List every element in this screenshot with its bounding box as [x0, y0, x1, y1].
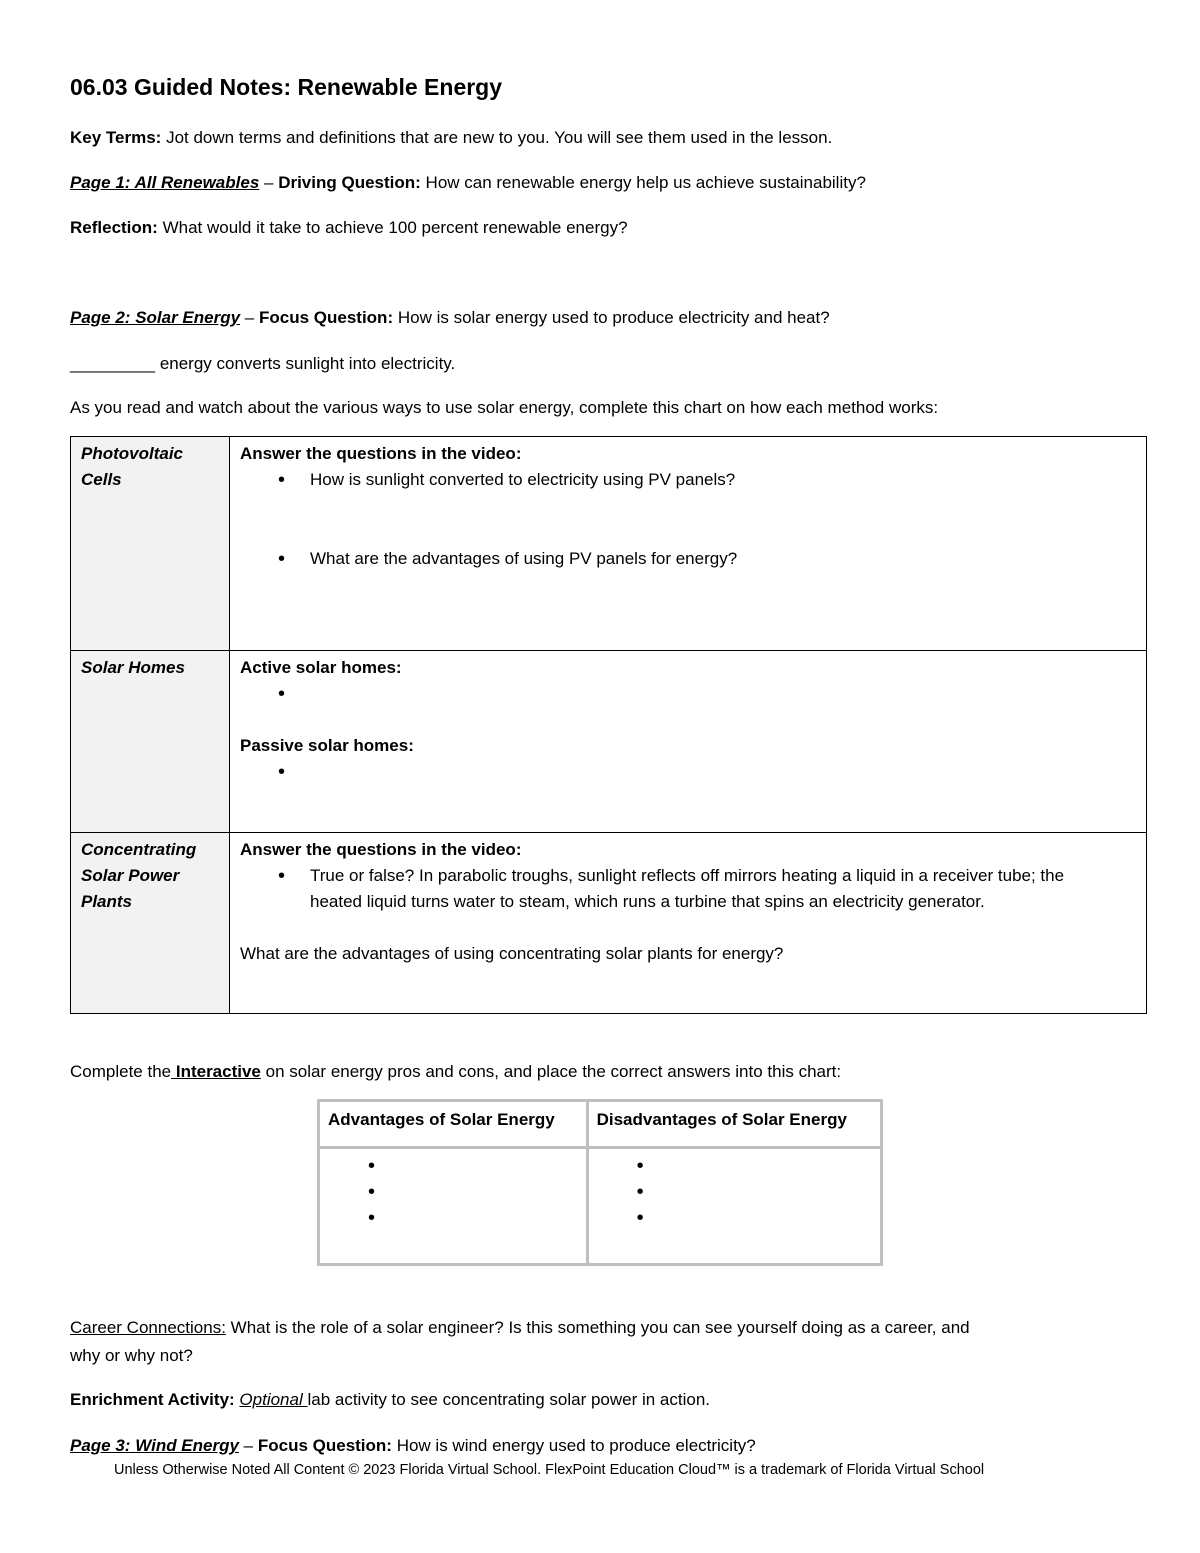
csp-header: Answer the questions in the video:	[240, 840, 522, 859]
disadvantages-cell[interactable]	[587, 1148, 881, 1265]
disadvantages-list	[597, 1155, 872, 1233]
csp-question-list	[240, 863, 1136, 915]
reflection-text: What would it take to achieve 100 percent renewable energy?	[157, 218, 628, 237]
page3-heading: Page 3: Wind Energy	[70, 1436, 239, 1455]
disadvantage-bullet[interactable]	[645, 1181, 872, 1207]
page2-line	[70, 306, 830, 330]
active-homes-label: Active solar homes:	[240, 658, 402, 677]
homes-answer-cell[interactable]	[230, 651, 1147, 833]
csp-label-line2: Solar Power	[81, 866, 180, 885]
page1-dash: –	[259, 173, 279, 192]
pv-answer-cell[interactable]	[230, 437, 1147, 651]
pros-cons-answer-row	[319, 1148, 882, 1265]
page3-question-label: Focus Question:	[257, 1436, 392, 1455]
enrichment-line	[70, 1388, 710, 1412]
page1-question: How can renewable energy help us achieve sustainability?	[420, 173, 866, 192]
chart-intro: As you read and watch about the various ways to use solar energy, complete this chart on how each method works:	[70, 398, 939, 417]
page2-dash: –	[240, 308, 259, 327]
page2-question: How is solar energy used to produce electricity and heat?	[393, 308, 830, 327]
page2-heading: Page 2: Solar Energy	[70, 308, 241, 327]
disadvantage-bullet[interactable]	[645, 1207, 872, 1233]
table-row-csp	[71, 833, 1147, 1014]
career-label: Career Connections:	[70, 1318, 226, 1337]
pv-question-list	[240, 467, 1136, 572]
enrichment-text: lab activity to see concentrating solar power in action.	[307, 1390, 711, 1409]
page2-question-label: Focus Question:	[258, 308, 394, 327]
enrichment-optional-link[interactable]: Optional	[239, 1390, 308, 1409]
table-row-homes	[71, 651, 1147, 833]
page3-line	[70, 1434, 756, 1458]
pv-question-1: • How is sunlight converted to electricity using PV panels?	[310, 467, 1136, 493]
career-line-2: why or why not?	[70, 1346, 193, 1365]
reflection-label: Reflection:	[70, 218, 158, 237]
footer-copyright: Unless Otherwise Noted All Content © 2023 Florida Virtual School. FlexPoint Education Cloud™ is a trademark of Florida Virtual School	[114, 1462, 985, 1478]
table-row-pv	[71, 437, 1147, 651]
interactive-suffix: on solar energy pros and cons, and place the correct answers into this chart:	[260, 1062, 842, 1081]
page3-question: How is wind energy used to produce electricity?	[391, 1436, 756, 1455]
advantages-cell[interactable]	[319, 1148, 588, 1265]
passive-homes-bullet[interactable]	[310, 759, 1136, 785]
passive-homes-label: Passive solar homes:	[240, 736, 414, 755]
key-terms-label: Key Terms:	[70, 128, 162, 147]
homes-label: Solar Homes	[81, 658, 185, 677]
advantages-header: Advantages of Solar Energy	[319, 1101, 588, 1148]
interactive-prefix: Complete the	[70, 1062, 172, 1081]
pros-cons-table	[317, 1099, 883, 1266]
pv-label-line2: Cells	[81, 470, 122, 489]
advantage-bullet[interactable]	[376, 1155, 578, 1181]
reflection-line	[70, 216, 628, 240]
advantage-bullet[interactable]	[376, 1181, 578, 1207]
pv-question-2: • What are the advantages of using PV panels for energy?	[310, 546, 1136, 572]
csp-label-cell	[71, 833, 230, 1014]
csp-label-line3: Plants	[81, 892, 133, 911]
advantages-list	[328, 1155, 578, 1233]
solar-methods-table	[70, 436, 1147, 1014]
pv-label-line1: Photovoltaic	[81, 444, 184, 463]
active-homes-list	[240, 681, 1136, 707]
advantage-bullet[interactable]	[376, 1207, 578, 1233]
page1-line	[70, 171, 866, 195]
csp-question-1: • True or false? In parabolic troughs, sunlight reflects off mirrors heating a liquid in a receiver tube; the heated liquid turns water to steam, which runs a turbine that spins an electricity generator.	[310, 863, 1136, 915]
blank-sentence: _________ energy converts sunlight into electricity.	[70, 354, 456, 373]
page3-dash: –	[238, 1436, 258, 1455]
enrichment-label: Enrichment Activity:	[70, 1390, 235, 1409]
pv-label-cell	[71, 437, 230, 651]
csp-answer-cell[interactable]	[230, 833, 1147, 1014]
page-title: 06.03 Guided Notes: Renewable Energy	[70, 74, 503, 100]
career-text-1: What is the role of a solar engineer? Is this something you can see yourself doing as a career, and	[225, 1318, 970, 1337]
page1-heading: Page 1: All Renewables	[70, 173, 260, 192]
active-homes-bullet[interactable]	[310, 681, 1136, 707]
interactive-link[interactable]: Interactive	[171, 1062, 261, 1081]
page1-question-label: Driving Question:	[278, 173, 421, 192]
passive-homes-list	[240, 759, 1136, 785]
homes-label-cell	[71, 651, 230, 833]
key-terms-line	[70, 126, 832, 150]
csp-label-line1: Concentrating	[81, 840, 197, 859]
csp-question-2: What are the advantages of using concentrating solar plants for energy?	[240, 944, 784, 963]
pros-cons-header-row	[319, 1101, 882, 1148]
pv-header: Answer the questions in the video:	[240, 444, 522, 463]
interactive-line	[70, 1060, 841, 1084]
disadvantages-header: Disadvantages of Solar Energy	[587, 1101, 881, 1148]
career-line-1	[70, 1316, 970, 1340]
key-terms-text: Jot down terms and definitions that are new to you. You will see them used in the lesson.	[161, 128, 833, 147]
disadvantage-bullet[interactable]	[645, 1155, 872, 1181]
